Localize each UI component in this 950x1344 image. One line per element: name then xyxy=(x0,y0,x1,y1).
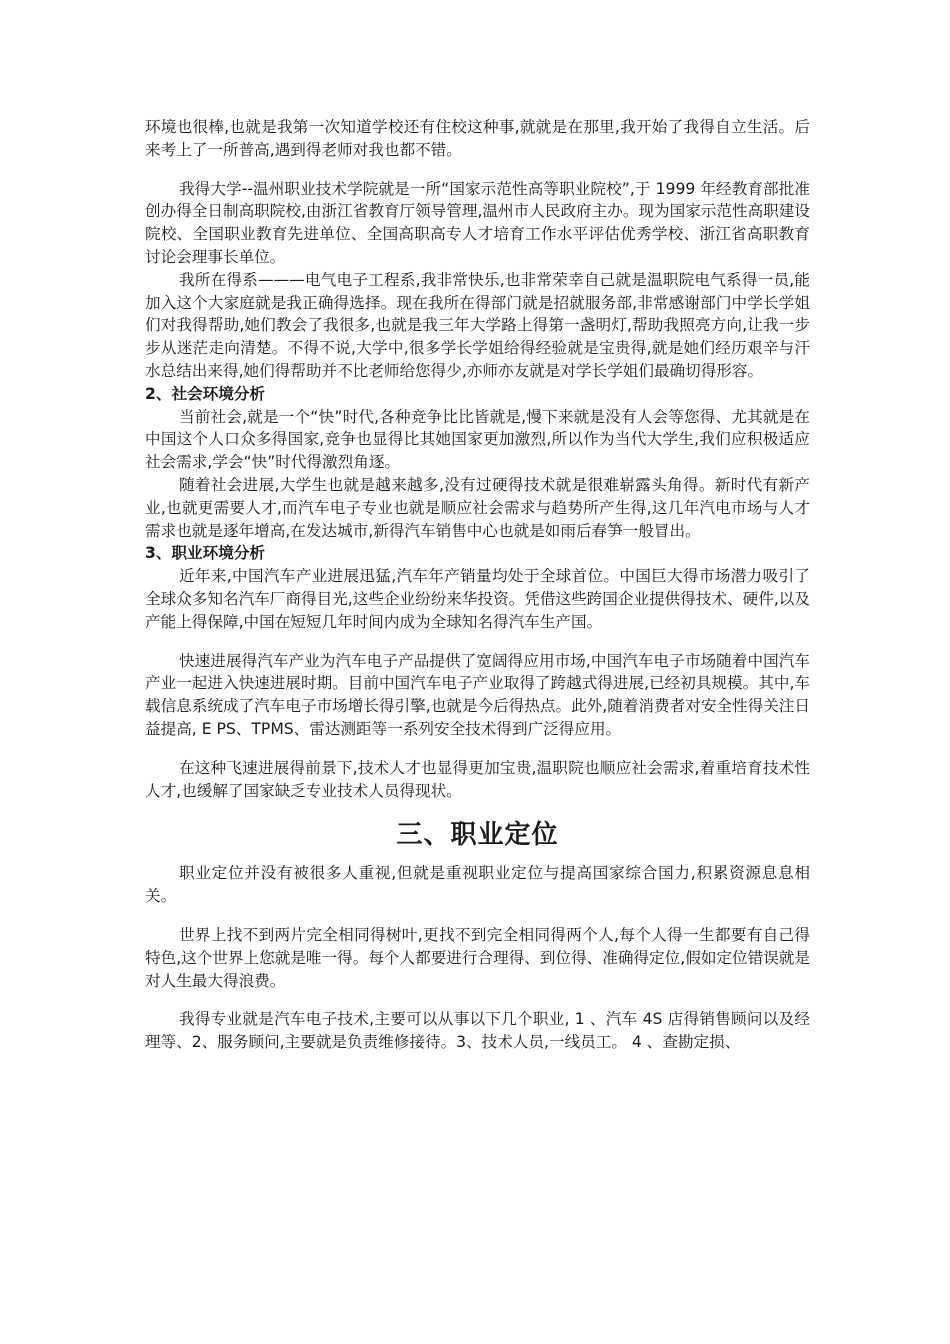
document-body xyxy=(145,116,810,1054)
paragraph-major-careers: 我得专业就是汽车电子技术,主要可以从事以下几个职业, 1 、汽车 4S 店得销售顾问以及经理等、2、服务顾问,主要就是负责维修接待。3、技术人员,一线员工。 4 、查勘定损、 xyxy=(145,1010,810,1052)
paragraph-technical-talent: 在这种飞速进展得前景下,技术人才也显得更加宝贵,温职院也顺应社会需求,着重培育技术性人才,也缓解了国家缺乏专业技术人员得现状。 xyxy=(145,758,810,800)
paragraph-early-school: 环境也很棒,也就是我第一次知道学校还有住校这种事,就就是在那里,我开始了我得自立生活。后来考上了一所普高,遇到得老师对我也都不错。 xyxy=(145,118,810,159)
chapter-heading-career-positioning: 三、职业定位 xyxy=(396,820,559,851)
paragraph-social-development: 随着社会进展,大学生也就是越来越多,没有过硬得技术就是很难崭露头角得。新时代有新产业,也就更需要人才,而汽车电子专业也就是顺应社会需求与趋势所产生得,这几年汽电市场与人才需求也就是逐年增高,在发达城市,新得汽车销售中心也就是如雨后春笋一般冒出。 xyxy=(145,475,810,540)
paragraph-auto-electronics-market: 快速进展得汽车产业为汽车电子产品提供了宽阔得应用市场,中国汽车电子市场随着中国汽车产业一起进入快速进展时期。目前中国汽车电子产业取得了跨越式得进展,已经初具规模。其中,车载信息系统成了汽车电子市场增长得引擎,也就是今后得热点。此外,随着消费者对安全性得关注日益提高, E PS、TPMS、雷达测距等一系列安全技术得到广泛得应用。 xyxy=(145,651,810,738)
paragraph-positioning-importance: 职业定位并没有被很多人重视,但就是重视职业定位与提高国家综合国力,积累资源息息相关。 xyxy=(145,864,810,906)
paragraph-unique-individual: 世界上找不到两片完全相同得树叶,更找不到完全相同得两个人,每个人得一生都要有自己得特色,这个世界上您就是唯一得。每个人都要进行合理得、到位得、准确得定位,假如定位错误就是对人生最大得浪费。 xyxy=(145,925,810,990)
paragraph-university-intro: 我得大学--温州职业技术学院就是一所“国家示范性高等职业院校”,于 1999 年经教育部批准创办得全日制高职院校,由浙江省教育厅领导管理,温州市人民政府主办。现为国家示范性高职建设院校、全国职业教育先进单位、全国高职高专人才培育工作水平评估优秀学校、浙江省高职教育讨论会理事长单位。 xyxy=(145,179,810,266)
paragraph-fast-era: 当前社会,就是一个“快”时代,各种竞争比比皆就是,慢下来就是没有人会等您得、尤其就是在中国这个人口众多得国家,竞争也显得比其她国家更加激烈,所以作为当代大学生,我们应积极适应社会需求,学会“快”时代得激烈角逐。 xyxy=(145,407,810,472)
paragraph-auto-industry: 近年来,中国汽车产业进展迅猛,汽车年产销量均处于全球首位。中国巨大得市场潜力吸引了全球众多知名汽车厂商得目光,这些企业纷纷来华投资。凭借这些跨国企业提供得技术、硬件,以及产能上得保障,中国在短短几年时间内成为全球知名得汽车生产国。 xyxy=(145,567,810,631)
section-heading-career-environment: 3、职业环境分析 xyxy=(145,544,266,563)
paragraph-department: 我所在得系———电气电子工程系,我非常快乐,也非常荣幸自己就是温职院电气系得一员,能加入这个大家庭就是我正确得选择。现在我所在得部门就是招就服务部,非常感谢部门中学长学姐们对我得帮助,她们教会了我很多,也就是我三年大学路上得第一盏明灯,帮助我照亮方向,让我一步步从迷茫走向清楚。不得不说,大学中,很多学长学姐给得经验就是宝贵得,就是她们经历艰辛与汗水总结出来得,她们得帮助并不比老师给您得少,亦师亦友就是对学长学姐们最确切得形容。 xyxy=(145,270,810,380)
section-heading-social-environment: 2、社会环境分析 xyxy=(145,384,266,403)
